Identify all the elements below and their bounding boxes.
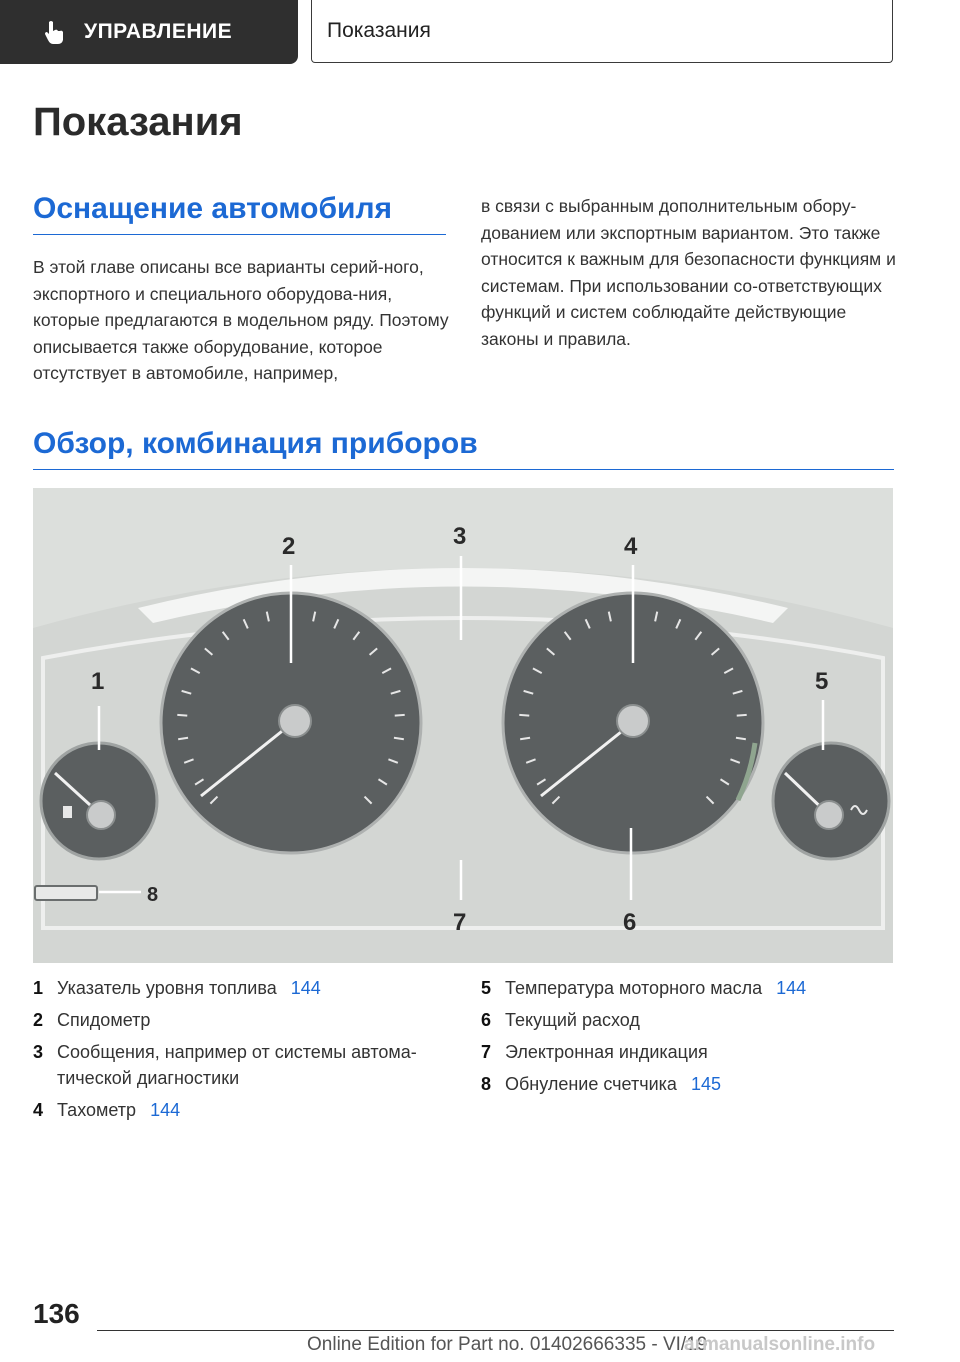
legend-label: Обнуление счетчика (505, 1074, 677, 1094)
section-tab (0, 0, 298, 64)
tachometer-hub (617, 705, 649, 737)
legend-text (505, 975, 806, 1001)
page-reference-link[interactable]: 144 (150, 1100, 181, 1120)
legend-label: Текущий расход (505, 1010, 640, 1030)
callout-number-6: 6 (623, 909, 637, 936)
legend-number: 5 (481, 978, 492, 998)
page-number: 136 (33, 1298, 80, 1329)
hand-pointer-icon (40, 18, 68, 46)
gauge-tick (394, 738, 404, 739)
callout-number-8: 8 (147, 884, 159, 906)
gauge-tick (395, 715, 405, 716)
page-reference-link[interactable]: 145 (690, 1074, 721, 1094)
legend-number: 8 (481, 1074, 492, 1094)
callout-number-5: 5 (815, 668, 829, 695)
legend-item (33, 975, 453, 1001)
legend-label: Тахометр (57, 1100, 137, 1120)
page-reference-link[interactable]: 144 (776, 978, 807, 998)
trip-reset-button (35, 886, 97, 900)
legend-label: Электронная индикация (505, 1042, 708, 1062)
page-reference-link[interactable]: 144 (290, 978, 321, 998)
breadcrumb: Показания (311, 0, 893, 63)
oil-temperature-hub (815, 801, 843, 829)
legend-item (33, 1097, 453, 1123)
gauge-tick (519, 715, 529, 716)
legend-item (481, 1071, 901, 1097)
legend-column-1 (33, 975, 453, 1129)
legend-number: 6 (481, 1010, 492, 1030)
callout-number-2: 2 (282, 533, 296, 560)
gauge-tick (736, 738, 746, 739)
legend-item (33, 1039, 453, 1091)
watermark: armanualsonline.info (684, 1334, 876, 1355)
legend-number: 4 (33, 1100, 44, 1120)
legend-label: Сообщения, например от системы автома-тической диагностики (57, 1042, 417, 1088)
section-heading-equipment: Оснащение автомобиля (33, 192, 446, 235)
legend-text (57, 1097, 180, 1123)
fuel-pump-icon (63, 806, 72, 818)
gauge-tick (177, 715, 187, 716)
legend-label: Спидометр (57, 1010, 151, 1030)
legend-label: Указатель уровня топлива (57, 978, 277, 998)
instrument-cluster-illustration (33, 488, 893, 963)
legend-number: 3 (33, 1042, 44, 1062)
instrument-cluster-figure (33, 488, 893, 963)
section-heading-overview: Обзор, комбинация приборов (33, 427, 894, 470)
equipment-text-left: В этой главе описаны все варианты серий-ного, экспортного и специального оборудова-ния, которые предлагаются в модельном ряду. Поэтому описывается также оборудование, которое отсутствует в автомобиле, например, (33, 257, 449, 383)
speedometer-hub (279, 705, 311, 737)
callout-number-1: 1 (91, 668, 105, 695)
gauge-tick (178, 738, 188, 739)
legend-number: 2 (33, 1010, 44, 1030)
legend-text (57, 975, 321, 1001)
callout-number-4: 4 (624, 533, 638, 560)
gauge-tick (737, 715, 747, 716)
cluster-housing (33, 568, 893, 963)
legend-item (481, 975, 901, 1001)
footer-divider (97, 1330, 894, 1331)
legend-number: 7 (481, 1042, 492, 1062)
legend-column-2 (481, 975, 901, 1103)
legend-number: 1 (33, 978, 44, 998)
equipment-text-right: в связи с выбранным дополнительным обору-дованием или экспортным вариантом. Это также относится к важным для безопасности функциям и системам. При использовании со-ответствующих функций и систем соблюдайте действующие законы и правила. (481, 196, 896, 349)
section-label: УПРАВЛЕНИЕ (84, 20, 233, 43)
legend-item (33, 1007, 453, 1033)
callout-number-3: 3 (453, 523, 467, 550)
fuel-hub (87, 801, 115, 829)
legend-item (481, 1007, 901, 1033)
callout-number-7: 7 (453, 909, 467, 936)
page-title: Показания (33, 100, 243, 144)
legend-text (505, 1071, 721, 1097)
legend-item (481, 1039, 901, 1065)
legend-label: Температура моторного масла (505, 978, 763, 998)
gauge-tick (520, 738, 530, 739)
footer-edition: Online Edition for Part no. 01402666335 - VI/19 (307, 1334, 708, 1355)
